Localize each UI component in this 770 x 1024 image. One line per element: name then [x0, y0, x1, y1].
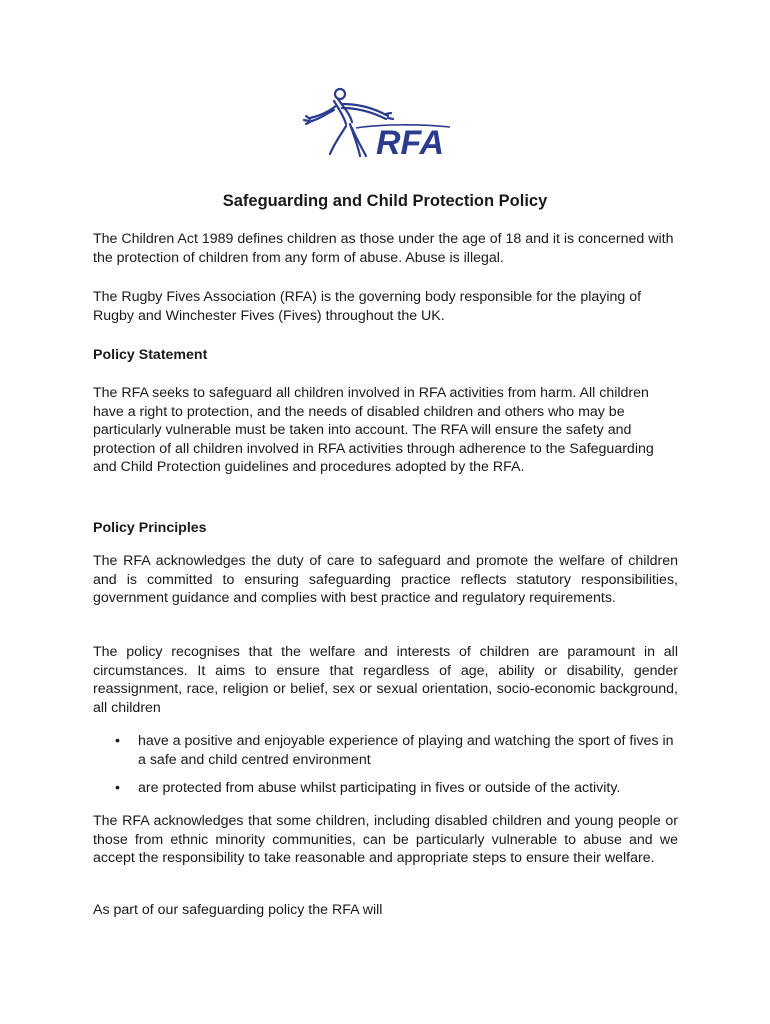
logo-text: RFA — [376, 124, 444, 162]
closing-paragraph: As part of our safeguarding policy the RFA will — [93, 902, 383, 918]
rfa-description-paragraph: The Rugby Fives Association (RFA) is the governing body responsible for the playing of Rugby and Winchester Fives (Fives) throughout the UK. — [93, 289, 642, 324]
bullet-icon: • — [115, 780, 120, 796]
vulnerable-children-paragraph: The RFA acknowledges that some children, including disabled children and young people or those from ethnic minority communities, can be particularly vulnerable to abuse and we accept the responsibility to take reasonable and appropriate steps to ensure their welfare. — [93, 813, 678, 866]
list-item — [93, 779, 678, 798]
children-outcomes-list — [93, 732, 678, 808]
policy-principles-heading: Policy Principles — [93, 520, 207, 536]
intro-paragraph: The Children Act 1989 defines children as those under the age of 18 and it is concerned with the protection of children from any form of abuse. Abuse is illegal. — [93, 231, 674, 266]
page-title: Safeguarding and Child Protection Policy — [222, 192, 548, 210]
list-item — [93, 732, 678, 769]
fives-player-icon — [300, 84, 460, 164]
principles-paragraph-2: The policy recognises that the welfare and interests of children are paramount in all circumstances. It aims to ensure that regardless of age, ability or disability, gender reassignment, race, religion or belief, sex or sexual orientation, socio-economic background, all children — [93, 644, 678, 716]
list-item-text: are protected from abuse whilst participating in fives or outside of the activity. — [138, 780, 621, 796]
policy-statement-paragraph: The RFA seeks to safeguard all children involved in RFA activities from harm. All children have a right to protection, and the needs of disabled children and others who may be particularly vulnerable must be taken into account. The RFA will ensure the safety and protection of all children involved in RFA activities through adherence to the Safeguarding and Child Protection guidelines and procedures adopted by the RFA. — [93, 385, 654, 475]
list-item-text: have a positive and enjoyable experience of playing and watching the sport of fives in a safe and child centred environment — [138, 733, 674, 768]
bullet-icon: • — [115, 733, 120, 749]
policy-statement-heading: Policy Statement — [93, 347, 208, 363]
rfa-logo — [300, 84, 460, 164]
principles-paragraph-1: The RFA acknowledges the duty of care to safeguard and promote the welfare of children and is committed to ensuring safeguarding practice reflects statutory responsibilities, government guidance and complies with best practice and regulatory requirements. — [93, 553, 678, 606]
